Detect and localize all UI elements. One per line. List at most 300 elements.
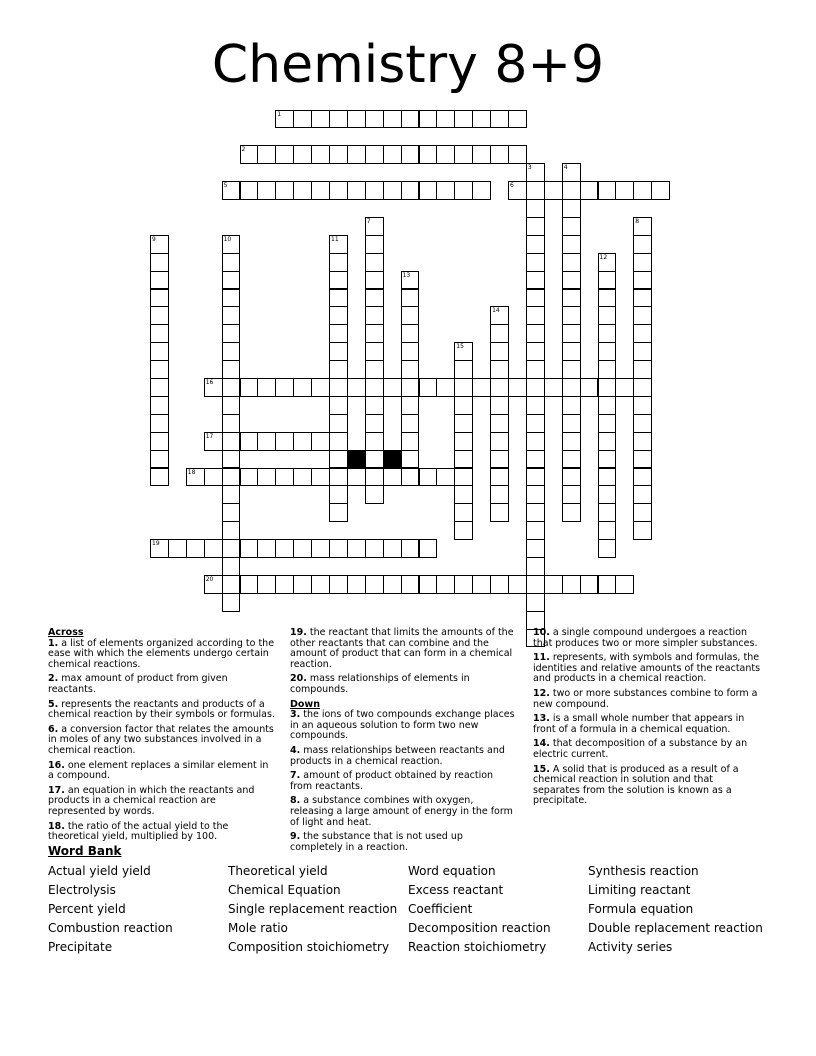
crossword-cell[interactable] — [490, 342, 509, 361]
crossword-cell[interactable] — [311, 468, 330, 487]
crossword-cell[interactable] — [222, 575, 241, 594]
crossword-cell[interactable] — [472, 378, 491, 397]
crossword-cell[interactable] — [544, 181, 563, 200]
crossword-cell[interactable] — [275, 181, 294, 200]
crossword-cell[interactable] — [562, 289, 581, 308]
crossword-cell[interactable] — [454, 360, 473, 379]
crossword-cell[interactable] — [365, 110, 384, 129]
crossword-cell[interactable] — [526, 396, 545, 415]
crossword-cell[interactable] — [454, 468, 473, 487]
crossword-cell[interactable] — [347, 539, 366, 558]
crossword-cell[interactable] — [222, 253, 241, 272]
crossword-cell[interactable] — [311, 539, 330, 558]
crossword-cell[interactable] — [365, 271, 384, 290]
crossword-cell[interactable] — [526, 342, 545, 361]
crossword-cell[interactable] — [365, 306, 384, 325]
crossword-cell[interactable] — [222, 324, 241, 343]
crossword-cell[interactable] — [562, 575, 581, 594]
crossword-cell[interactable] — [257, 468, 276, 487]
crossword-cell[interactable] — [329, 145, 348, 164]
crossword-cell[interactable] — [633, 503, 652, 522]
crossword-cell[interactable] — [365, 539, 384, 558]
crossword-cell[interactable] — [311, 432, 330, 451]
crossword-cell[interactable] — [598, 181, 617, 200]
crossword-cell[interactable] — [186, 468, 205, 487]
crossword-cell[interactable] — [562, 199, 581, 218]
crossword-cell[interactable] — [257, 539, 276, 558]
crossword-cell[interactable] — [562, 396, 581, 415]
crossword-cell[interactable] — [329, 253, 348, 272]
crossword-cell[interactable] — [598, 432, 617, 451]
crossword-cell[interactable] — [472, 110, 491, 129]
crossword-cell[interactable] — [401, 414, 420, 433]
crossword-cell[interactable] — [598, 485, 617, 504]
crossword-cell[interactable] — [419, 539, 438, 558]
crossword-cell[interactable] — [598, 468, 617, 487]
crossword-cell[interactable] — [526, 521, 545, 540]
crossword-cell[interactable] — [150, 396, 169, 415]
crossword-cell[interactable] — [222, 521, 241, 540]
crossword-cell[interactable] — [526, 253, 545, 272]
crossword-cell[interactable] — [311, 181, 330, 200]
crossword-cell[interactable] — [365, 485, 384, 504]
crossword-cell[interactable] — [401, 432, 420, 451]
crossword-cell[interactable] — [222, 235, 241, 254]
crossword-cell[interactable] — [329, 485, 348, 504]
crossword-cell[interactable] — [526, 503, 545, 522]
crossword-cell[interactable] — [436, 145, 455, 164]
crossword-cell[interactable] — [633, 235, 652, 254]
crossword-cell[interactable] — [633, 378, 652, 397]
crossword-cell[interactable] — [633, 324, 652, 343]
crossword-cell[interactable] — [240, 378, 259, 397]
crossword-cell[interactable] — [633, 360, 652, 379]
crossword-cell[interactable] — [580, 575, 599, 594]
crossword-cell[interactable] — [454, 110, 473, 129]
crossword-cell[interactable] — [419, 468, 438, 487]
crossword-cell[interactable] — [401, 289, 420, 308]
crossword-cell[interactable] — [562, 342, 581, 361]
crossword-cell[interactable] — [615, 575, 634, 594]
crossword-cell[interactable] — [347, 181, 366, 200]
crossword-cell[interactable] — [544, 575, 563, 594]
crossword-cell[interactable] — [562, 163, 581, 182]
crossword-cell[interactable] — [401, 181, 420, 200]
crossword-cell[interactable] — [633, 271, 652, 290]
crossword-cell[interactable] — [168, 539, 187, 558]
crossword-cell[interactable] — [526, 181, 545, 200]
crossword-cell[interactable] — [490, 396, 509, 415]
crossword-cell[interactable] — [257, 432, 276, 451]
crossword-cell[interactable] — [562, 503, 581, 522]
crossword-cell[interactable] — [150, 271, 169, 290]
crossword-cell[interactable] — [615, 378, 634, 397]
crossword-cell[interactable] — [454, 342, 473, 361]
crossword-cell[interactable] — [401, 306, 420, 325]
crossword-cell[interactable] — [562, 253, 581, 272]
crossword-cell[interactable] — [598, 306, 617, 325]
crossword-cell[interactable] — [275, 432, 294, 451]
crossword-cell[interactable] — [454, 396, 473, 415]
crossword-cell[interactable] — [526, 289, 545, 308]
crossword-cell[interactable] — [365, 468, 384, 487]
crossword-cell[interactable] — [240, 575, 259, 594]
crossword-cell[interactable] — [311, 378, 330, 397]
crossword-cell[interactable] — [383, 145, 402, 164]
crossword-cell[interactable] — [329, 378, 348, 397]
crossword-cell[interactable] — [526, 432, 545, 451]
crossword-cell[interactable] — [329, 503, 348, 522]
crossword-cell[interactable] — [329, 468, 348, 487]
crossword-cell[interactable] — [436, 575, 455, 594]
crossword-cell[interactable] — [150, 342, 169, 361]
crossword-cell[interactable] — [329, 271, 348, 290]
crossword-cell[interactable] — [526, 485, 545, 504]
crossword-cell[interactable] — [329, 235, 348, 254]
crossword-cell[interactable] — [150, 235, 169, 254]
crossword-cell[interactable] — [383, 539, 402, 558]
crossword-cell[interactable] — [222, 396, 241, 415]
crossword-cell[interactable] — [454, 521, 473, 540]
crossword-cell[interactable] — [633, 217, 652, 236]
crossword-cell[interactable] — [204, 539, 223, 558]
crossword-cell[interactable] — [633, 450, 652, 469]
crossword-cell[interactable] — [401, 468, 420, 487]
crossword-cell[interactable] — [598, 575, 617, 594]
crossword-cell[interactable] — [633, 432, 652, 451]
crossword-cell[interactable] — [401, 378, 420, 397]
crossword-cell[interactable] — [526, 378, 545, 397]
crossword-cell[interactable] — [615, 181, 634, 200]
crossword-cell[interactable] — [365, 414, 384, 433]
crossword-cell[interactable] — [598, 414, 617, 433]
crossword-cell[interactable] — [562, 468, 581, 487]
crossword-cell[interactable] — [204, 378, 223, 397]
crossword-cell[interactable] — [436, 378, 455, 397]
crossword-cell[interactable] — [365, 145, 384, 164]
crossword-cell[interactable] — [598, 253, 617, 272]
crossword-cell[interactable] — [293, 181, 312, 200]
crossword-cell[interactable] — [329, 450, 348, 469]
crossword-cell[interactable] — [598, 289, 617, 308]
crossword-cell[interactable] — [222, 378, 241, 397]
crossword-cell[interactable] — [490, 503, 509, 522]
crossword-cell[interactable] — [401, 450, 420, 469]
crossword-cell[interactable] — [419, 378, 438, 397]
crossword-cell[interactable] — [526, 199, 545, 218]
crossword-cell[interactable] — [598, 360, 617, 379]
crossword-cell[interactable] — [311, 110, 330, 129]
crossword-cell[interactable] — [150, 360, 169, 379]
crossword-cell[interactable] — [598, 271, 617, 290]
crossword-cell[interactable] — [490, 360, 509, 379]
crossword-cell[interactable] — [150, 539, 169, 558]
crossword-cell[interactable] — [383, 468, 402, 487]
crossword-cell[interactable] — [562, 324, 581, 343]
crossword-cell[interactable] — [401, 271, 420, 290]
crossword-cell[interactable] — [222, 414, 241, 433]
crossword-cell[interactable] — [454, 414, 473, 433]
crossword-cell[interactable] — [562, 271, 581, 290]
crossword-cell[interactable] — [454, 181, 473, 200]
crossword-cell[interactable] — [222, 468, 241, 487]
crossword-cell[interactable] — [454, 485, 473, 504]
crossword-cell[interactable] — [222, 432, 241, 451]
crossword-cell[interactable] — [490, 575, 509, 594]
crossword-cell[interactable] — [293, 575, 312, 594]
crossword-cell[interactable] — [222, 450, 241, 469]
crossword-cell[interactable] — [240, 468, 259, 487]
crossword-cell[interactable] — [526, 557, 545, 576]
crossword-cell[interactable] — [419, 575, 438, 594]
crossword-cell[interactable] — [293, 468, 312, 487]
crossword-cell[interactable] — [472, 181, 491, 200]
crossword-cell[interactable] — [544, 378, 563, 397]
crossword-cell[interactable] — [204, 575, 223, 594]
crossword-cell[interactable] — [490, 306, 509, 325]
crossword-cell[interactable] — [436, 110, 455, 129]
crossword-cell[interactable] — [222, 289, 241, 308]
crossword-cell[interactable] — [598, 450, 617, 469]
crossword-cell[interactable] — [222, 181, 241, 200]
crossword-cell[interactable] — [401, 360, 420, 379]
crossword-cell[interactable] — [275, 110, 294, 129]
crossword-cell[interactable] — [526, 271, 545, 290]
crossword-cell[interactable] — [275, 145, 294, 164]
crossword-cell[interactable] — [419, 181, 438, 200]
crossword-cell[interactable] — [526, 468, 545, 487]
crossword-cell[interactable] — [329, 306, 348, 325]
crossword-cell[interactable] — [454, 575, 473, 594]
crossword-cell[interactable] — [526, 217, 545, 236]
crossword-cell[interactable] — [454, 432, 473, 451]
crossword-cell[interactable] — [598, 378, 617, 397]
crossword-cell[interactable] — [150, 432, 169, 451]
crossword-cell[interactable] — [508, 110, 527, 129]
crossword-cell[interactable] — [329, 342, 348, 361]
crossword-cell[interactable] — [222, 342, 241, 361]
crossword-cell[interactable] — [562, 432, 581, 451]
crossword-cell[interactable] — [150, 253, 169, 272]
crossword-cell[interactable] — [508, 181, 527, 200]
crossword-cell[interactable] — [150, 306, 169, 325]
crossword-cell[interactable] — [490, 485, 509, 504]
crossword-cell[interactable] — [365, 378, 384, 397]
crossword-cell[interactable] — [365, 450, 384, 469]
crossword-cell[interactable] — [562, 235, 581, 254]
crossword-cell[interactable] — [329, 539, 348, 558]
crossword-cell[interactable] — [401, 539, 420, 558]
crossword-cell[interactable] — [454, 503, 473, 522]
crossword-cell[interactable] — [490, 145, 509, 164]
crossword-cell[interactable] — [562, 414, 581, 433]
crossword-cell[interactable] — [150, 324, 169, 343]
crossword-cell[interactable] — [651, 181, 670, 200]
crossword-cell[interactable] — [329, 360, 348, 379]
crossword-cell[interactable] — [401, 324, 420, 343]
crossword-cell[interactable] — [472, 575, 491, 594]
crossword-cell[interactable] — [490, 110, 509, 129]
crossword-cell[interactable] — [275, 575, 294, 594]
crossword-cell[interactable] — [508, 575, 527, 594]
crossword-cell[interactable] — [490, 414, 509, 433]
crossword-cell[interactable] — [275, 378, 294, 397]
crossword-cell[interactable] — [365, 324, 384, 343]
crossword-cell[interactable] — [526, 450, 545, 469]
crossword-cell[interactable] — [633, 396, 652, 415]
crossword-cell[interactable] — [240, 539, 259, 558]
crossword-cell[interactable] — [598, 342, 617, 361]
crossword-cell[interactable] — [633, 181, 652, 200]
crossword-cell[interactable] — [311, 145, 330, 164]
crossword-cell[interactable] — [365, 181, 384, 200]
crossword-cell[interactable] — [329, 289, 348, 308]
crossword-cell[interactable] — [472, 145, 491, 164]
crossword-cell[interactable] — [633, 521, 652, 540]
crossword-cell[interactable] — [490, 432, 509, 451]
crossword-cell[interactable] — [329, 181, 348, 200]
crossword-cell[interactable] — [419, 145, 438, 164]
crossword-cell[interactable] — [562, 378, 581, 397]
crossword-cell[interactable] — [311, 575, 330, 594]
crossword-cell[interactable] — [598, 396, 617, 415]
crossword-cell[interactable] — [222, 360, 241, 379]
crossword-cell[interactable] — [293, 145, 312, 164]
crossword-cell[interactable] — [365, 432, 384, 451]
crossword-cell[interactable] — [257, 378, 276, 397]
crossword-cell[interactable] — [454, 378, 473, 397]
crossword-cell[interactable] — [633, 485, 652, 504]
crossword-cell[interactable] — [365, 289, 384, 308]
crossword-cell[interactable] — [150, 468, 169, 487]
crossword-cell[interactable] — [490, 468, 509, 487]
crossword-cell[interactable] — [222, 557, 241, 576]
crossword-cell[interactable] — [347, 468, 366, 487]
crossword-cell[interactable] — [347, 575, 366, 594]
crossword-cell[interactable] — [633, 468, 652, 487]
crossword-cell[interactable] — [204, 432, 223, 451]
crossword-cell[interactable] — [401, 110, 420, 129]
crossword-cell[interactable] — [580, 378, 599, 397]
crossword-cell[interactable] — [526, 539, 545, 558]
crossword-cell[interactable] — [562, 485, 581, 504]
crossword-cell[interactable] — [222, 593, 241, 612]
crossword-cell[interactable] — [419, 110, 438, 129]
crossword-cell[interactable] — [329, 575, 348, 594]
crossword-cell[interactable] — [454, 145, 473, 164]
crossword-cell[interactable] — [365, 217, 384, 236]
crossword-cell[interactable] — [365, 253, 384, 272]
crossword-cell[interactable] — [222, 306, 241, 325]
crossword-cell[interactable] — [526, 575, 545, 594]
crossword-cell[interactable] — [526, 306, 545, 325]
crossword-cell[interactable] — [150, 289, 169, 308]
crossword-cell[interactable] — [329, 110, 348, 129]
crossword-cell[interactable] — [436, 468, 455, 487]
crossword-cell[interactable] — [222, 503, 241, 522]
crossword-cell[interactable] — [598, 324, 617, 343]
crossword-cell[interactable] — [329, 432, 348, 451]
crossword-cell[interactable] — [562, 306, 581, 325]
crossword-cell[interactable] — [293, 378, 312, 397]
crossword-cell[interactable] — [257, 575, 276, 594]
crossword-cell[interactable] — [383, 575, 402, 594]
crossword-cell[interactable] — [365, 342, 384, 361]
crossword-cell[interactable] — [275, 468, 294, 487]
crossword-cell[interactable] — [526, 163, 545, 182]
crossword-cell[interactable] — [562, 181, 581, 200]
crossword-cell[interactable] — [490, 378, 509, 397]
crossword-cell[interactable] — [240, 432, 259, 451]
crossword-cell[interactable] — [401, 145, 420, 164]
crossword-cell[interactable] — [598, 503, 617, 522]
crossword-cell[interactable] — [365, 396, 384, 415]
crossword-cell[interactable] — [633, 289, 652, 308]
crossword-cell[interactable] — [293, 539, 312, 558]
crossword-cell[interactable] — [598, 521, 617, 540]
crossword-cell[interactable] — [633, 306, 652, 325]
crossword-cell[interactable] — [633, 342, 652, 361]
crossword-cell[interactable] — [401, 396, 420, 415]
crossword-cell[interactable] — [240, 145, 259, 164]
crossword-cell[interactable] — [508, 378, 527, 397]
crossword-cell[interactable] — [240, 181, 259, 200]
crossword-cell[interactable] — [383, 378, 402, 397]
crossword-cell[interactable] — [257, 181, 276, 200]
crossword-cell[interactable] — [526, 324, 545, 343]
crossword-cell[interactable] — [526, 360, 545, 379]
crossword-cell[interactable] — [365, 575, 384, 594]
crossword-cell[interactable] — [562, 360, 581, 379]
crossword-cell[interactable] — [275, 539, 294, 558]
crossword-cell[interactable] — [257, 145, 276, 164]
crossword-cell[interactable] — [150, 414, 169, 433]
crossword-cell[interactable] — [508, 145, 527, 164]
crossword-cell[interactable] — [365, 235, 384, 254]
crossword-cell[interactable] — [365, 360, 384, 379]
crossword-cell[interactable] — [222, 271, 241, 290]
crossword-cell[interactable] — [293, 110, 312, 129]
crossword-cell[interactable] — [222, 539, 241, 558]
crossword-cell[interactable] — [329, 324, 348, 343]
crossword-cell[interactable] — [598, 539, 617, 558]
crossword-cell[interactable] — [204, 468, 223, 487]
crossword-cell[interactable] — [222, 485, 241, 504]
crossword-cell[interactable] — [401, 342, 420, 361]
crossword-cell[interactable] — [401, 575, 420, 594]
crossword-cell[interactable] — [490, 324, 509, 343]
crossword-cell[interactable] — [526, 593, 545, 612]
crossword-cell[interactable] — [633, 253, 652, 272]
crossword-cell[interactable] — [562, 450, 581, 469]
crossword-cell[interactable] — [383, 110, 402, 129]
crossword-cell[interactable] — [150, 450, 169, 469]
crossword-cell[interactable] — [347, 110, 366, 129]
crossword-cell[interactable] — [526, 235, 545, 254]
crossword-cell[interactable] — [347, 145, 366, 164]
crossword-cell[interactable] — [562, 217, 581, 236]
crossword-cell[interactable] — [633, 414, 652, 433]
crossword-cell[interactable] — [490, 450, 509, 469]
crossword-cell[interactable] — [329, 396, 348, 415]
crossword-cell[interactable] — [580, 181, 599, 200]
crossword-cell[interactable] — [329, 414, 348, 433]
crossword-cell[interactable] — [454, 450, 473, 469]
crossword-cell[interactable] — [436, 181, 455, 200]
crossword-cell[interactable] — [383, 181, 402, 200]
crossword-cell[interactable] — [347, 378, 366, 397]
crossword-cell[interactable] — [526, 414, 545, 433]
